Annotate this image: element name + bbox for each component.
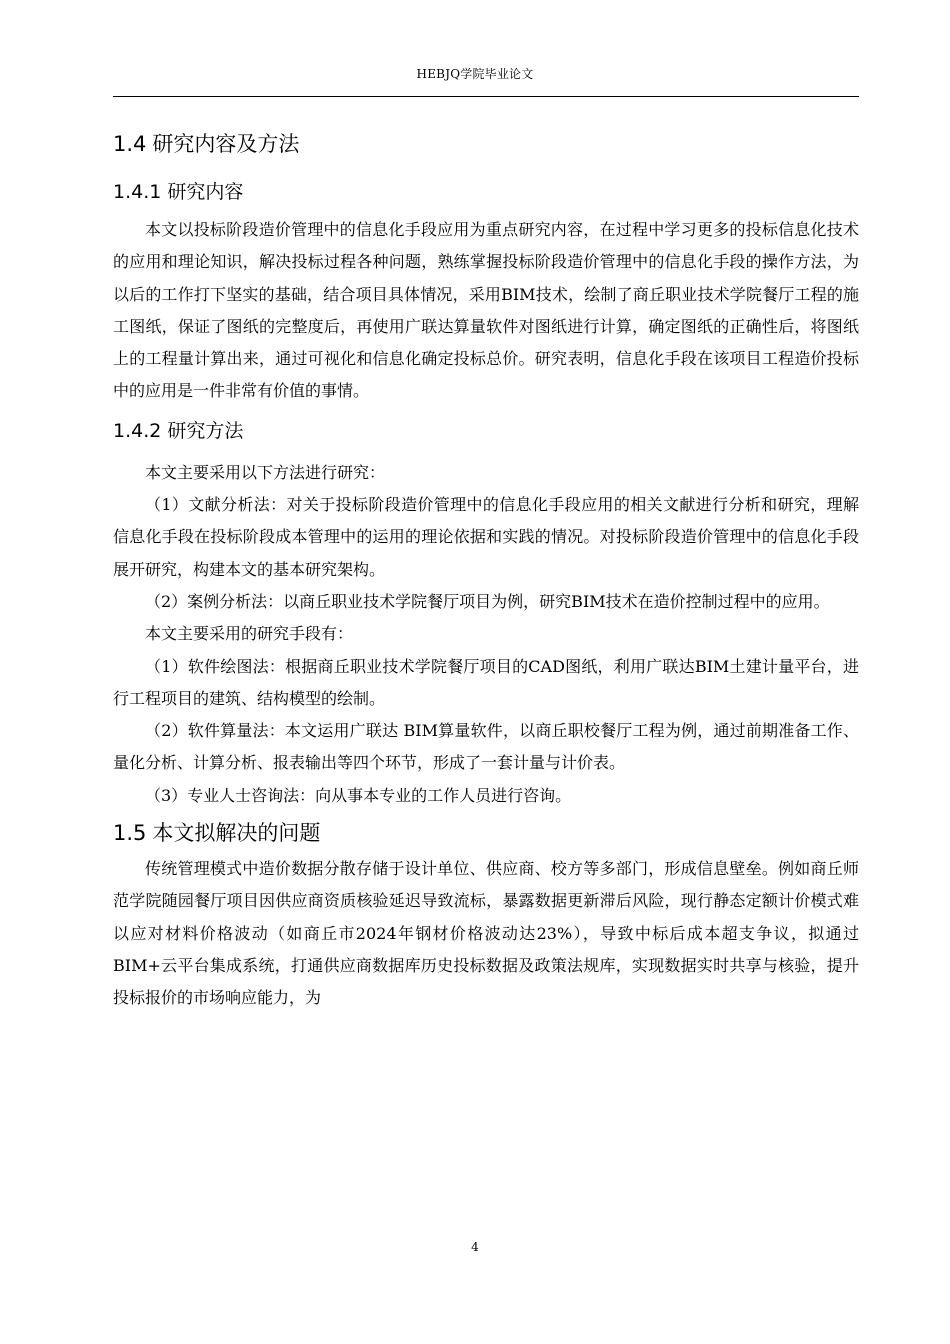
page-header: HEBJQ学院毕业论文 xyxy=(416,67,534,81)
subsection-heading-1-4-2 xyxy=(113,418,859,444)
subsection-title: 研究方法 xyxy=(167,419,244,442)
section-number: 1.5 xyxy=(113,821,147,846)
paragraph-problem: 传统管理模式中造价数据分散存储于设计单位、供应商、校方等多部门，形成信息壁垒。例如商丘师范学院随园餐厅项目因供应商资质核验延迟导致流标，暴露数据更新滞后风险，现行静态定额计价模式难以应对材料价格波动（如商丘市2024年钢材价格波动达23%），导致中标后成本超支争议，拟通过BIM+云平台集成系统，打通供应商数据库历史投标数据及政策法规库，实现数据实时共享与核验，提升投标报价的市场响应能力，为 xyxy=(113,859,859,1008)
section-heading-1-4 xyxy=(113,130,859,158)
paragraph-means-intro: 本文主要采用的研究手段有： xyxy=(145,624,354,644)
paragraph-method-2: （2）案例分析法：以商丘职业技术学院餐厅项目为例，研究BIM技术在造价控制过程中的应用。 xyxy=(145,591,830,611)
section-heading-1-5 xyxy=(113,819,859,847)
paragraph-means-1: （1）软件绘图法：根据商丘职业技术学院餐厅项目的CAD图纸，利用广联达BIM土建计量平台，进行工程项目的建筑、结构模型的绘制。 xyxy=(113,656,859,708)
paragraph-research-content: 本文以投标阶段造价管理中的信息化手段应用为重点研究内容，在过程中学习更多的投标信息化技术的应用和理论知识，解决投标过程各种问题，熟练掌握投标阶段造价管理中的信息化手段的操作方法，为以后的工作打下坚实的基础，结合项目具体情况，采用BIM技术，绘制了商丘职业技术学院餐厅工程的施工图纸，保证了图纸的完整度后，再使用广联达算量软件对图纸进行计算，确定图纸的正确性后，将图纸上的工程量计算出来，通过可视化和信息化确定投标总价。研究表明，信息化手段在该项目工程造价投标中的应用是一件非常有价值的事情。 xyxy=(113,220,859,401)
page-body xyxy=(113,130,859,1015)
paragraph-means-2: （2）软件算量法：本文运用广联达 BIM算量软件，以商丘职校餐厅工程为例，通过前期准备工作、量化分析、计算分析、报表输出等四个环节，形成了一套计量与计价表。 xyxy=(113,721,859,773)
page-number: 4 xyxy=(471,1240,479,1254)
header-rule xyxy=(113,96,859,97)
subsection-number: 1.4.1 xyxy=(113,181,162,203)
subsection-title: 研究内容 xyxy=(167,181,244,203)
paragraph-method-intro: 本文主要采用以下方法进行研究： xyxy=(145,462,386,482)
paragraph-method-1: （1）文献分析法：对关于投标阶段造价管理中的信息化手段应用的相关文献进行分析和研究，理解信息化手段在投标阶段成本管理中的运用的理论依据和实践的情况。对投标阶段造价管理中的信息化手段展开研究，构建本文的基本研究架构。 xyxy=(113,495,859,579)
subsection-number: 1.4.2 xyxy=(113,419,162,442)
section-title: 本文拟解决的问题 xyxy=(152,821,321,846)
section-number: 1.4 xyxy=(113,132,147,156)
paragraph-means-3: （3）专业人士咨询法：向从事本专业的工作人员进行咨询。 xyxy=(145,785,572,805)
section-title: 研究内容及方法 xyxy=(152,132,300,156)
subsection-heading-1-4-1 xyxy=(113,179,859,205)
